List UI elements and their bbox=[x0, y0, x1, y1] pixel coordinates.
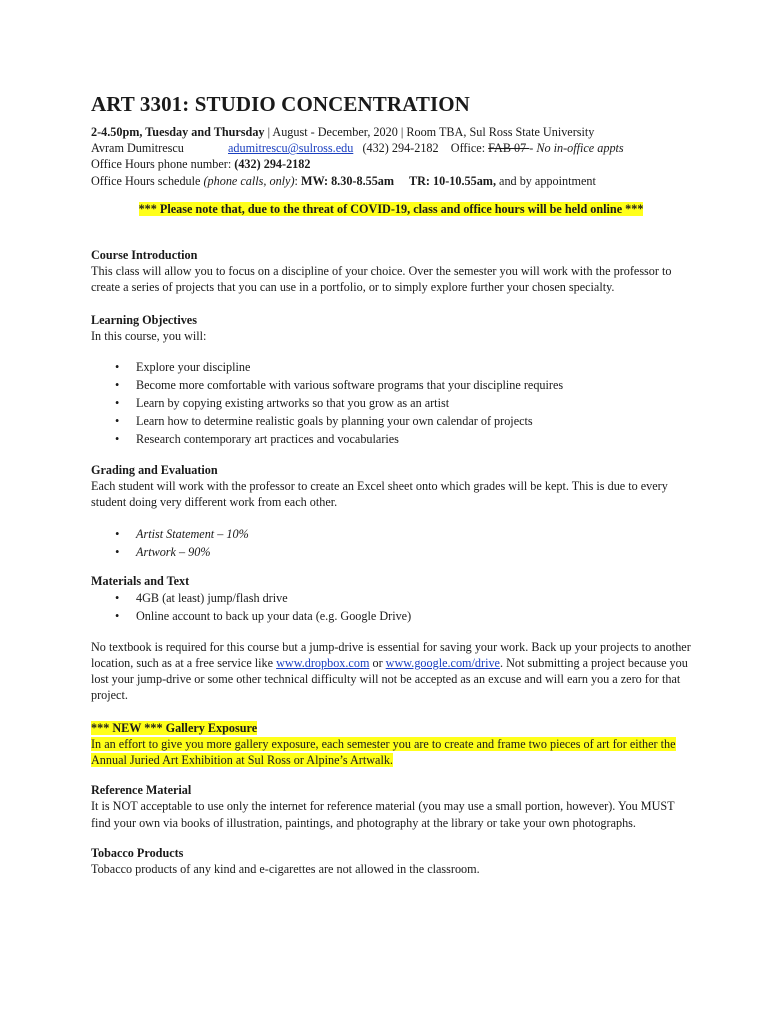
materials-text-part: No textbook is required for this course but a jump-drive is essential for saving your work. Back up your projects to another location, such as at a free service like bbox=[91, 639, 691, 671]
dropbox-link[interactable]: www.dropbox.com bbox=[276, 656, 370, 671]
office-hours-line bbox=[91, 173, 691, 189]
office-phone-label: Office Hours phone number: bbox=[91, 157, 235, 172]
office-phone-line bbox=[91, 156, 691, 172]
office-hours-mw: MW: 8.30-8.55am bbox=[300, 173, 395, 188]
instructor-line bbox=[91, 140, 691, 156]
grading-text: Each student will work with the professor to create an Excel sheet onto which grades will be kept. This is due to every student doing very different work from each other. bbox=[91, 479, 668, 510]
materials-heading: Materials and Text bbox=[91, 573, 190, 588]
gallery-section bbox=[91, 720, 691, 769]
office-hours-note: (phone calls, only) bbox=[203, 173, 295, 188]
office-phone: (432) 294-2182 bbox=[234, 157, 311, 172]
instructor-phone: (432) 294-2182 bbox=[362, 141, 439, 156]
room-location: Room TBA, Sul Ross State University bbox=[406, 125, 595, 139]
materials-section bbox=[91, 573, 691, 704]
course-intro-heading: Course Introduction bbox=[91, 248, 198, 263]
tobacco-section bbox=[91, 845, 691, 877]
office-hours-tail: and by appointment bbox=[496, 173, 596, 188]
office-room-struck: FAB 07 bbox=[488, 141, 530, 156]
objectives-section bbox=[91, 312, 691, 448]
semester-dates: August - December, 2020 bbox=[272, 125, 398, 139]
covid-notice-block bbox=[91, 201, 691, 217]
instructor-email-link[interactable]: adumitrescu@sulross.edu bbox=[228, 141, 354, 156]
google-drive-link[interactable]: www.google.com/drive bbox=[385, 656, 500, 671]
grading-list bbox=[91, 525, 691, 561]
objectives-intro: In this course, you will: bbox=[91, 328, 207, 343]
gallery-text: In an effort to give you more gallery exposure, each semester you are to create and frame two pieces of art for either the Annual Juried Art Exhibition at Sul Ross or Alpine’s Artwalk. bbox=[91, 736, 676, 768]
materials-text-part: . Not submitting a project because you lost your jump-drive or some other technical difficulty will not be accepted as an excuse and will earn you a zero for that project. bbox=[91, 656, 688, 703]
course-intro-section bbox=[91, 247, 691, 296]
office-hours-label: Office Hours schedule bbox=[91, 173, 204, 188]
objectives-heading: Learning Objectives bbox=[91, 312, 197, 327]
list-item: • Explore your discipline bbox=[91, 358, 691, 376]
page-title: ART 3301: STUDIO CONCENTRATION bbox=[91, 92, 470, 116]
materials-text-part: or bbox=[369, 656, 386, 671]
grading-section bbox=[91, 462, 691, 561]
list-item: • Artist Statement – 10% bbox=[91, 525, 691, 543]
gallery-heading: *** NEW *** Gallery Exposure bbox=[91, 720, 258, 735]
reference-text: It is NOT acceptable to use only the internet for reference material (you may use a small portion, however). You MUST find your own via books of illustration, paintings, and photography at the library or take your own photographs. bbox=[91, 799, 675, 830]
list-item: • Learn how to determine realistic goals by planning your own calendar of projects bbox=[91, 412, 691, 430]
list-item: • 4GB (at least) jump/flash drive bbox=[91, 589, 691, 607]
reference-heading: Reference Material bbox=[91, 783, 192, 798]
list-item: • Become more comfortable with various software programs that your discipline requires bbox=[91, 376, 691, 394]
class-schedule-line bbox=[91, 124, 691, 140]
separator: | bbox=[264, 125, 273, 139]
class-time: 2-4.50pm, Tuesday and Thursday bbox=[91, 125, 265, 139]
materials-text bbox=[91, 639, 691, 704]
colon: : bbox=[294, 173, 301, 188]
office-label: Office: bbox=[450, 141, 489, 156]
office-note: - No in-office appts bbox=[529, 141, 624, 156]
office-hours-tr: TR: 10-10.55am, bbox=[409, 173, 496, 188]
materials-list bbox=[91, 589, 691, 625]
tobacco-text: Tobacco products of any kind and e-cigarettes are not allowed in the classroom. bbox=[91, 862, 480, 877]
syllabus-page bbox=[91, 92, 691, 877]
grading-heading: Grading and Evaluation bbox=[91, 463, 218, 478]
objectives-list bbox=[91, 358, 691, 448]
list-item: • Research contemporary art practices and vocabularies bbox=[91, 430, 691, 448]
separator: | bbox=[397, 125, 407, 139]
reference-section bbox=[91, 782, 691, 831]
list-item: • Online account to back up your data (e.g. Google Drive) bbox=[91, 607, 691, 625]
list-item: • Learn by copying existing artworks so that you grow as an artist bbox=[91, 394, 691, 412]
tobacco-heading: Tobacco Products bbox=[91, 845, 184, 860]
list-item: • Artwork – 90% bbox=[91, 543, 691, 561]
covid-notice: *** Please note that, due to the threat of COVID-19, class and office hours will be held online *** bbox=[138, 201, 644, 216]
instructor-name: Avram Dumitrescu bbox=[91, 141, 184, 156]
course-intro-text: This class will allow you to focus on a discipline of your choice. Over the semester you will work with the professor to create a series of projects that you can use in a portfolio, or to simply explore further your chosen specialty. bbox=[91, 264, 672, 295]
